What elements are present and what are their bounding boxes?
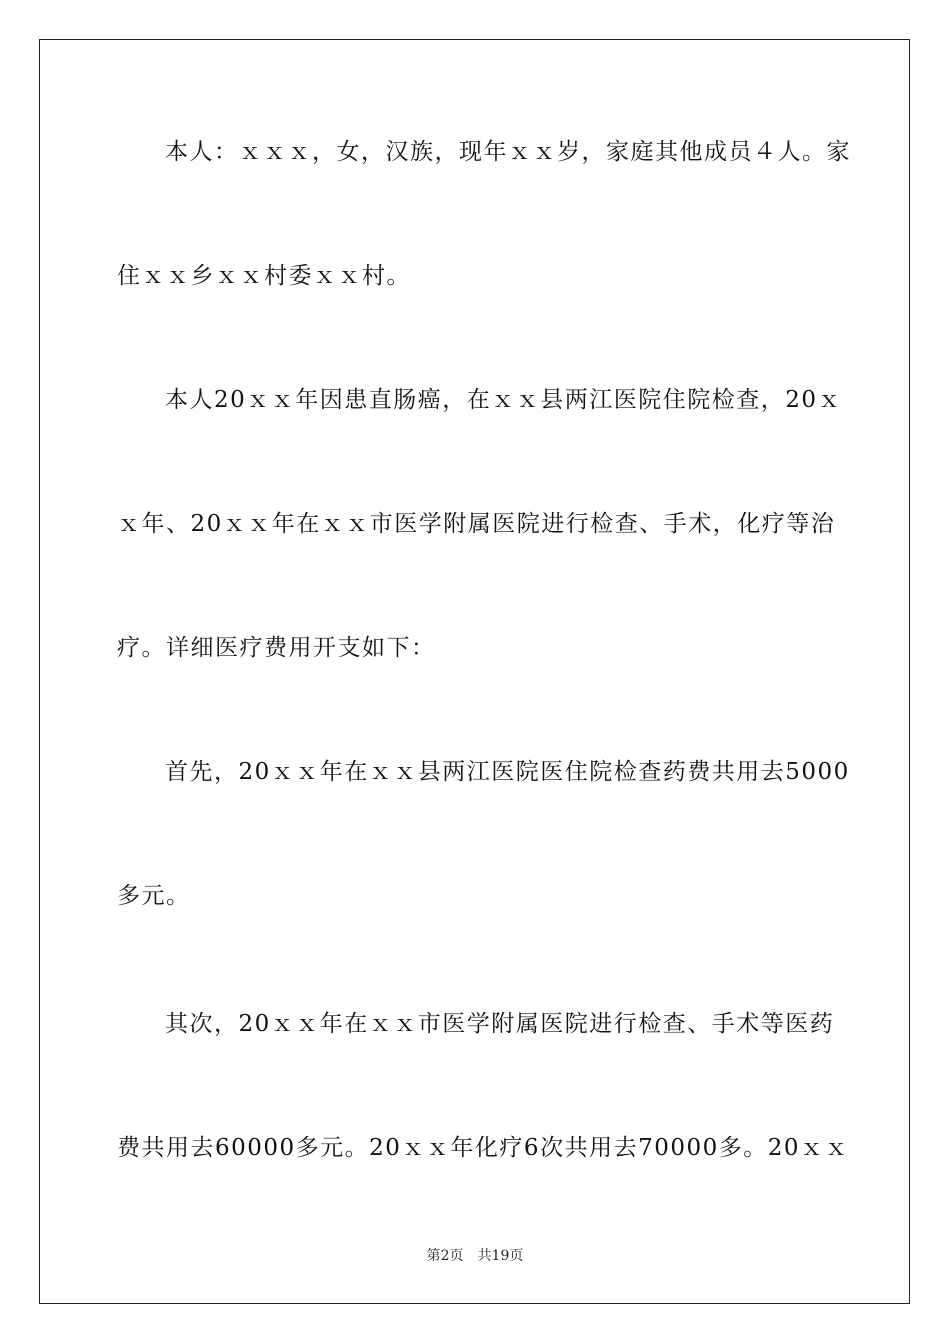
paragraph-first-expense-line-2: 多元。 [117,883,191,909]
paragraph-illness-line-1: 本人20ｘｘ年因患直肠癌，在ｘｘ县两江医院住院检查，20ｘ [165,387,843,413]
paragraph-personal-info-line-2: 住ｘｘ乡ｘｘ村委ｘｘ村。 [117,263,411,289]
page-footer [0,1247,950,1265]
paragraph-second-expense-line-2: 费共用去60000多元。20ｘｘ年化疗6次共用去70000多。20ｘｘ [117,1135,849,1161]
paragraph-illness-line-3: 疗。详细医疗费用开支如下： [117,635,436,661]
paragraph-illness-line-2: ｘ年、20ｘｘ年在ｘｘ市医学附属医院进行检查、手术，化疗等治 [117,511,836,537]
page-number: 第2页 [426,1248,464,1264]
paragraph-personal-info-line-1: 本人：ｘｘｘ，女，汉族，现年ｘｘ岁，家庭其他成员４人。家 [165,139,851,165]
paragraph-second-expense-line-1: 其次，20ｘｘ年在ｘｘ市医学附属医院进行检查、手术等医药 [165,1011,835,1037]
paragraph-first-expense-line-1: 首先，20ｘｘ年在ｘｘ县两江医院医住院检查药费共用去5000 [165,759,850,785]
total-pages: 共19页 [477,1248,524,1264]
page-border [39,39,910,1304]
